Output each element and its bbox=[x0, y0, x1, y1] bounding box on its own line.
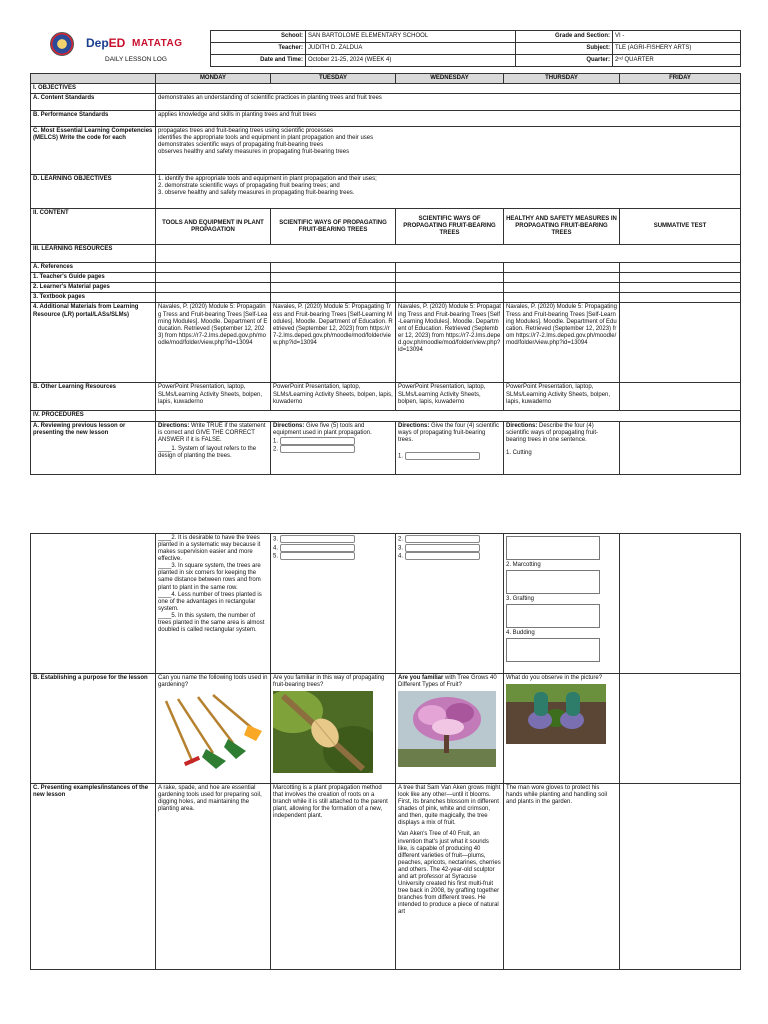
reviewing-monday bbox=[156, 421, 271, 474]
cell-blank bbox=[396, 283, 504, 293]
purpose-thursday bbox=[504, 674, 620, 784]
cell-blank bbox=[620, 383, 741, 411]
purpose-text: What do you observe in the picture? bbox=[506, 675, 603, 681]
answer-input-box[interactable] bbox=[405, 552, 480, 560]
deped-seal-logo bbox=[50, 32, 74, 56]
day-friday: FRIDAY bbox=[620, 74, 741, 84]
true-false-item: ____5. In this system, the number of trees planted in the same area is almost doubled is called rectangular system. bbox=[158, 612, 265, 634]
examples-wed-paragraph-2: Van Aken's Tree of 40 Fruit, an invention that's just what it sounds like, is capable of producing 40 different varieties of fruit—plums, peaches, apricots, nectarines, cherries and others. The 42-year-old sculptor and art professor at Syracuse University created his first multi-fruit tree back in 2008, by grafting together branches from different trees. He intended to produce a piece of natural art bbox=[398, 831, 501, 916]
thursday-item: 3. Grafting bbox=[506, 596, 535, 603]
directions-label: Directions: bbox=[158, 422, 190, 429]
cell-blank bbox=[504, 263, 620, 273]
grade-value: VI - bbox=[613, 31, 741, 43]
directions-text: Give five (5) tools and equipment used in plant propagation. bbox=[273, 422, 372, 436]
day-header-blank bbox=[31, 74, 156, 84]
day-tuesday: TUESDAY bbox=[271, 74, 396, 84]
melc-item: identifies the appropriate tools and equipment in plant propagation and their uses bbox=[158, 135, 374, 142]
matatag-logo: MATATAG bbox=[132, 38, 183, 49]
purpose-label: B. Establishing a purpose for the lesson bbox=[31, 674, 156, 784]
directions-text: Describe the four (4) scientific ways of propagating fruit-bearing trees in one sentence. bbox=[506, 422, 599, 443]
answer-input-box[interactable] bbox=[506, 604, 600, 628]
content-standards-label: A. Content Standards bbox=[31, 94, 156, 111]
examples-wednesday bbox=[396, 784, 504, 970]
cell-blank bbox=[396, 293, 504, 303]
examples-wed-paragraph-1: A tree that Sam Van Aken grows might look like any other—until it blooms. First, its branches blossom in different shades of pink, white and crimson, and then, quite magically, the tree displays a mix of fruit. bbox=[398, 785, 501, 827]
answer-number: 2. bbox=[398, 536, 404, 543]
reviewing-wednesday-cont bbox=[396, 534, 504, 674]
content-standards: demonstrates an understanding of scientific practices in planting trees and fruit trees bbox=[156, 94, 741, 111]
textbook-label: 3. Textbook pages bbox=[31, 293, 156, 303]
directions-label: Directions: bbox=[506, 422, 538, 429]
objective-item: 2. demonstrate scientific ways of propagating fruit bearing trees; and bbox=[158, 183, 340, 190]
content-monday: TOOLS AND EQUIPMENT IN PLANT PROPAGATION bbox=[156, 209, 271, 245]
school-label: School: bbox=[211, 31, 306, 43]
objective-item: 3. observe healthy and safety measures in propagating fruit-bearing trees. bbox=[158, 190, 355, 197]
answer-input-box[interactable] bbox=[280, 552, 355, 560]
content-tuesday: SCIENTIFIC WAYS OF PROPAGATING FRUIT-BEARING TREES bbox=[271, 209, 396, 245]
answer-input-box[interactable] bbox=[280, 437, 355, 445]
cell-blank bbox=[504, 273, 620, 283]
reviewing-tuesday bbox=[271, 421, 396, 474]
answer-input-box[interactable] bbox=[405, 452, 480, 460]
cell-blank bbox=[156, 273, 271, 283]
date-value: October 21-25, 2024 (WEEK 4) bbox=[306, 55, 516, 67]
teacher-value: JUDITH D. ZALDUA bbox=[306, 43, 516, 55]
day-wednesday: WEDNESDAY bbox=[396, 74, 504, 84]
purpose-wed-bold: Are you familiar bbox=[398, 675, 444, 681]
answer-number: 1. bbox=[273, 438, 279, 445]
quarter-value: 2ⁿᵈ QUARTER bbox=[613, 55, 741, 67]
performance-standards: applies knowledge and skills in planting trees and fruit trees bbox=[156, 111, 741, 127]
deped-logo-ed: ED bbox=[108, 36, 126, 50]
thursday-item: 1. Cutting bbox=[506, 449, 532, 456]
examples-thursday: The man wore gloves to protect his hands while planting and handling soil and plants in the garden. bbox=[504, 784, 620, 970]
melcs-list bbox=[156, 127, 741, 175]
reviewing-monday-cont bbox=[156, 534, 271, 674]
objective-item: 1. identify the appropriate tools and equipment in plant propagation and their uses; bbox=[158, 176, 377, 183]
examples-tuesday: Marcotting is a plant propagation method that involves the creation of roots on a branch while it is still attached to the parent plant, allowing for the formation of a new, independent plant. bbox=[271, 784, 396, 970]
answer-input-box[interactable] bbox=[506, 570, 600, 594]
true-false-item: ____1. System of layout refers to the design of planting the trees. bbox=[158, 445, 257, 459]
purpose-tuesday bbox=[271, 674, 396, 784]
cell-blank bbox=[156, 293, 271, 303]
directions-label: Directions: bbox=[398, 422, 430, 429]
performance-label: B. Performance Standards bbox=[31, 111, 156, 127]
day-monday: MONDAY bbox=[156, 74, 271, 84]
learning-objectives-label: D. LEARNING OBJECTIVES bbox=[31, 175, 156, 209]
additional-monday: Navales, P. (2020) Module 5: Propagating Tress and Fruit-bearing Trees [Self-Learning Modules]. Moodle. Department of Education. Retrieved (September 12, 2023) from https://r7-2.lms.deped.gov.ph/moodle/mod/folder/view.php?id=13094 bbox=[156, 303, 271, 383]
purpose-wednesday bbox=[396, 674, 504, 784]
cell-blank bbox=[620, 283, 741, 293]
learning-objectives-list bbox=[156, 175, 741, 209]
lesson-table-page-1 bbox=[30, 73, 740, 475]
cell-blank bbox=[156, 283, 271, 293]
answer-number: 2. bbox=[273, 446, 279, 453]
melcs-label: C. Most Essential Learning Competencies (MELCS) Write the code for each bbox=[31, 127, 156, 175]
answer-number: 5. bbox=[273, 553, 279, 560]
resources-blank bbox=[156, 245, 741, 263]
cell-blank bbox=[396, 273, 504, 283]
resources-label: III. LEARNING RESOURCES bbox=[31, 245, 156, 263]
other-monday: PowerPoint Presentation, laptop, SLMs/Learning Activity Sheets, bolpen, lapis, kuwaderno bbox=[156, 383, 271, 411]
additional-tuesday: Navales, P. (2020) Module 5: Propagating Tress and Fruit-bearing Trees [Self-Learning Modules]. Moodle. Department of Education. Retrieved (September 12, 2023) from https://r7-2.lms.deped.gov.ph/moodle/mod/folder/view.php?id=13094 bbox=[271, 303, 396, 383]
answer-input-box[interactable] bbox=[405, 544, 480, 552]
objectives-heading: I. OBJECTIVES bbox=[31, 84, 156, 94]
cell-blank bbox=[504, 283, 620, 293]
tree-of-40-fruit-image bbox=[398, 691, 501, 775]
other-wednesday: PowerPoint Presentation, laptop, SLMs/Learning Activity Sheets, bolpen, lapis, kuwaderno bbox=[396, 383, 504, 411]
reviewing-label: A. Reviewing previous lesson or presenting the new lesson bbox=[31, 421, 156, 474]
date-label: Date and Time: bbox=[211, 55, 306, 67]
answer-number: 3. bbox=[398, 545, 404, 552]
teacher-label: Teacher: bbox=[211, 43, 306, 55]
learners-material-label: 2. Learner's Material pages bbox=[31, 283, 156, 293]
directions-label: Directions: bbox=[273, 422, 305, 429]
melc-item: propagates trees and fruit-bearing trees using scientific processes bbox=[158, 128, 334, 135]
objectives-blank bbox=[156, 84, 741, 94]
cell-blank bbox=[271, 273, 396, 283]
cell-blank bbox=[620, 303, 741, 383]
examples-monday: A rake, spade, and hoe are essential gardening tools used for preparing soil, digging holes, and maintaining the planting area. bbox=[156, 784, 271, 970]
cell-blank bbox=[271, 293, 396, 303]
true-false-item: ____3. In square system, the trees are planted in six corners for keeping the same distance between rows and from plant to plant in the same row. bbox=[158, 563, 261, 591]
melc-item: observes healthy and safety measures in propagating fruit-bearing trees bbox=[158, 149, 350, 156]
dll-title: DAILY LESSON LOG bbox=[105, 56, 167, 63]
answer-input-box[interactable] bbox=[280, 445, 355, 453]
purpose-wed-rest: with Tree Grows 40 Different Types of Fruit? bbox=[398, 675, 497, 689]
additional-wednesday: Navales, P. (2020) Module 5: Propagating Tress and Fruit-bearing Trees [Self-Learning Modules]. Moodle. Department of Education. Retrieved (September 12, 2023) from https://r7-2.lms.deped.gov.ph/moodle/mod/folder/view.php?id=13094 bbox=[396, 303, 504, 383]
cell-blank bbox=[620, 263, 741, 273]
grade-label: Grade and Section: bbox=[516, 31, 613, 43]
reviewing-thursday bbox=[504, 421, 620, 474]
cell-blank bbox=[156, 263, 271, 273]
cell-blank bbox=[620, 421, 741, 474]
answer-input-box[interactable] bbox=[280, 544, 355, 552]
cell-blank bbox=[620, 674, 741, 784]
answer-number: 3. bbox=[273, 536, 279, 543]
quarter-label: Quarter: bbox=[516, 55, 613, 67]
cell-blank bbox=[271, 263, 396, 273]
true-false-item: ____2. It is desirable to have the trees planted in a systematic way because it makes supervision easier and more effective. bbox=[158, 535, 261, 563]
reviewing-thursday-cont bbox=[504, 534, 620, 674]
cell-blank bbox=[620, 784, 741, 970]
other-resources-label: B. Other Learning Resources bbox=[31, 383, 156, 411]
cell-blank bbox=[396, 263, 504, 273]
procedures-label: IV. PROCEDURES bbox=[31, 411, 156, 421]
cell-blank bbox=[271, 283, 396, 293]
teachers-guide-label: 1. Teacher's Guide pages bbox=[31, 273, 156, 283]
gloved-hands-planting-image bbox=[506, 684, 617, 768]
cell-blank bbox=[504, 293, 620, 303]
answer-input-box[interactable] bbox=[506, 638, 600, 662]
content-thursday: HEALTHY AND SAFETY MEASURES IN PROPAGATING FRUIT-BEARING TREES bbox=[504, 209, 620, 245]
answer-input-box[interactable] bbox=[405, 535, 480, 543]
additional-materials-label: 4. Additional Materials from Learning Resource (LR) portal/LASs/SLMs) bbox=[31, 303, 156, 383]
subject-value: TLE (AGRI-FISHERY ARTS) bbox=[613, 43, 741, 55]
other-thursday: PowerPoint Presentation, laptop, SLMs/Learning Activity Sheets, bolpen, lapis, kuwaderno bbox=[504, 383, 620, 411]
true-false-item: ____4. Less number of trees planted is one of the advantages in rectangular system. bbox=[158, 591, 262, 612]
school-value: SAN BARTOLOME ELEMENTARY SCHOOL bbox=[306, 31, 516, 43]
thursday-item: 4. Budding bbox=[506, 630, 535, 637]
directions-text: Write TRUE if the statement is correct and GIVE THE CORRECT ANSWER if it is FALSE. bbox=[158, 422, 266, 443]
other-tuesday: PowerPoint Presentation, laptop, SLMs/Learning Activity Sheets, bolpen, lapis, kuwaderno bbox=[271, 383, 396, 411]
purpose-text: Are you familiar in this way of propagating fruit-bearing trees? bbox=[273, 675, 385, 689]
marcotting-image bbox=[273, 691, 393, 775]
purpose-monday bbox=[156, 674, 271, 784]
answer-number: 4. bbox=[398, 553, 404, 560]
content-wednesday: SCIENTIFIC WAYS OF PROPAGATING FRUIT-BEARING TREES bbox=[396, 209, 504, 245]
header-info-table bbox=[210, 30, 741, 67]
answer-input-box[interactable] bbox=[506, 536, 600, 560]
content-friday: SUMMATIVE TEST bbox=[620, 209, 741, 245]
deped-logo-dep: Dep bbox=[86, 36, 109, 50]
garden-tools-image bbox=[158, 691, 268, 775]
directions-text: Give the four (4) scientific ways of propagating fruit-bearing trees. bbox=[398, 422, 500, 443]
answer-number: 4. bbox=[273, 545, 279, 552]
cell-blank bbox=[620, 534, 741, 674]
references-label: A. References bbox=[31, 263, 156, 273]
melc-item: demonstrates scientific ways of propagating fruit-bearing trees bbox=[158, 142, 324, 149]
cell-blank bbox=[620, 273, 741, 283]
subject-label: Subject: bbox=[516, 43, 613, 55]
purpose-text bbox=[398, 675, 501, 689]
answer-number: 1. bbox=[398, 453, 404, 460]
deped-logo bbox=[86, 36, 125, 50]
examples-label: C. Presenting examples/instances of the new lesson bbox=[31, 784, 156, 970]
cell-blank bbox=[31, 534, 156, 674]
thursday-item: 2. Marcotting bbox=[506, 562, 541, 568]
purpose-text: Can you name the following tools used in gardening? bbox=[158, 675, 268, 689]
lesson-table-page-2 bbox=[30, 533, 740, 970]
cell-blank bbox=[620, 293, 741, 303]
reviewing-wednesday bbox=[396, 421, 504, 474]
additional-thursday: Navales, P. (2020) Module 5: Propagating Tress and Fruit-bearing Trees [Self-Learning Modules]. Moodle. Department of Education. Retrieved (September 12, 2023) from https://r7-2.lms.deped.gov.ph/moodle/mod/folder/view.php?id=13094 bbox=[504, 303, 620, 383]
reviewing-tuesday-cont bbox=[271, 534, 396, 674]
content-label: II. CONTENT bbox=[31, 209, 156, 245]
answer-input-box[interactable] bbox=[280, 535, 355, 543]
day-thursday: THURSDAY bbox=[504, 74, 620, 84]
procedures-blank bbox=[156, 411, 741, 421]
